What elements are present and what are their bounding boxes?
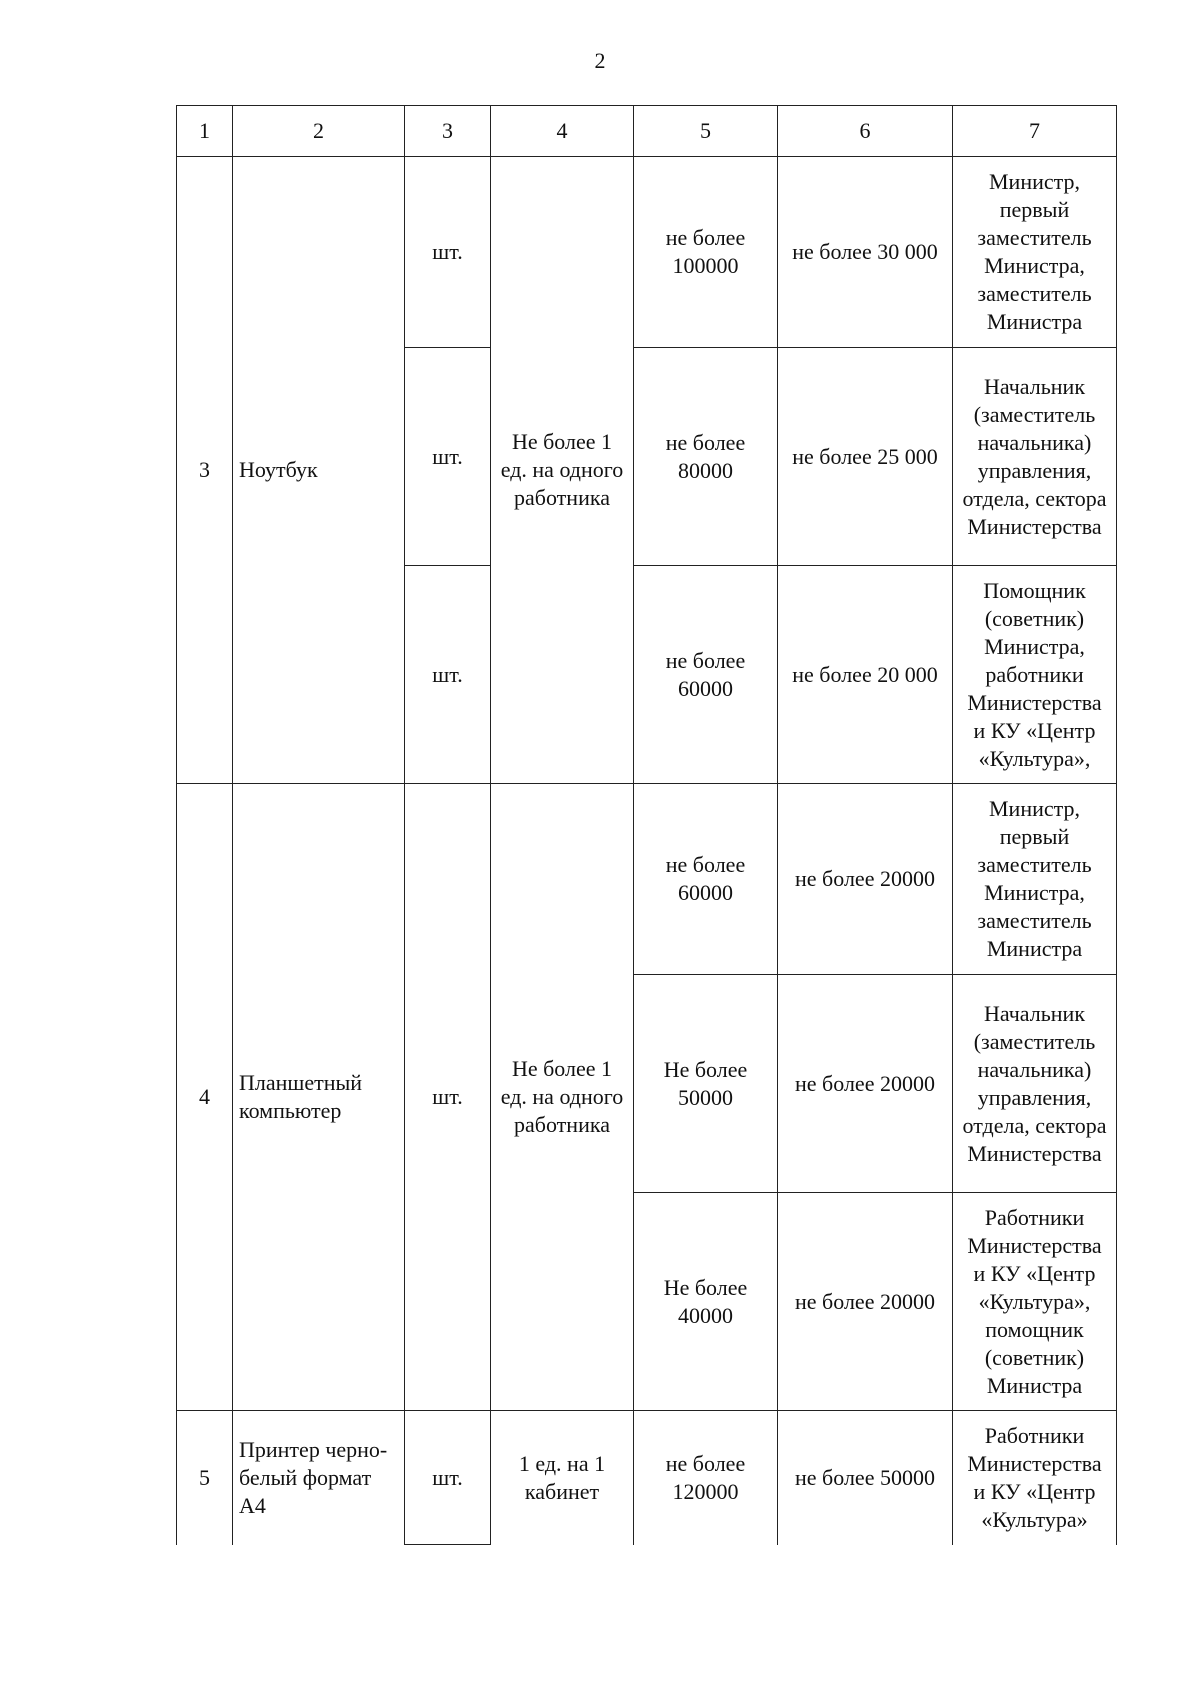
item-name: Ноутбук (233, 157, 405, 784)
item-number: 4 (177, 784, 233, 1411)
page-number: 2 (594, 48, 606, 73)
item-price: не более 120000 (634, 1411, 778, 1545)
item-price: Не более 50000 (634, 975, 778, 1193)
item-unit: шт. (405, 348, 491, 566)
item-quantity: Не более 1 ед. на одного работника (491, 784, 634, 1411)
item-service: не более 25 000 (778, 348, 953, 566)
item-price: не более 80000 (634, 348, 778, 566)
table-row (177, 157, 1117, 348)
item-position: Работники Министерства и КУ «Центр «Культура» (953, 1411, 1117, 1545)
column-header-7: 7 (953, 106, 1117, 157)
item-service: не более 50000 (778, 1411, 953, 1545)
item-position: Работники Министерства и КУ «Центр «Культура», помощник (советник) Министра (953, 1193, 1117, 1411)
item-name: Принтер черно-белый формат А4 (233, 1411, 405, 1545)
item-number: 5 (177, 1411, 233, 1545)
column-header-4: 4 (491, 106, 634, 157)
norms-table (176, 105, 1117, 1545)
item-price: не более 60000 (634, 784, 778, 975)
table-row (177, 784, 1117, 975)
column-header-5: 5 (634, 106, 778, 157)
column-header-3: 3 (405, 106, 491, 157)
item-quantity: 1 ед. на 1 кабинет (491, 1411, 634, 1545)
item-number: 3 (177, 157, 233, 784)
item-service: не более 30 000 (778, 157, 953, 348)
item-name: Планшетный компьютер (233, 784, 405, 1411)
table-row (177, 1411, 1117, 1545)
item-unit: шт. (405, 784, 491, 1411)
column-header-2: 2 (233, 106, 405, 157)
item-position: Министр, первый заместитель Министра, заместитель Министра (953, 157, 1117, 348)
column-header-1: 1 (177, 106, 233, 157)
item-service: не более 20000 (778, 1193, 953, 1411)
column-header-6: 6 (778, 106, 953, 157)
item-unit: шт. (405, 157, 491, 348)
item-position: Помощник (советник) Министра, работники Министерства и КУ «Центр «Культура», (953, 566, 1117, 784)
item-position: Начальник (заместитель начальника) управления, отдела, сектора Министерства (953, 975, 1117, 1193)
item-price: не более 100000 (634, 157, 778, 348)
item-price: не более 60000 (634, 566, 778, 784)
item-unit: шт. (405, 1411, 491, 1545)
item-position: Начальник (заместитель начальника) управления, отдела, сектора Министерства (953, 348, 1117, 566)
item-position: Министр, первый заместитель Министра, заместитель Министра (953, 784, 1117, 975)
item-unit: шт. (405, 566, 491, 784)
item-service: не более 20000 (778, 975, 953, 1193)
table-header-row (177, 106, 1117, 157)
item-service: не более 20 000 (778, 566, 953, 784)
item-quantity: Не более 1 ед. на одного работника (491, 157, 634, 784)
item-service: не более 20000 (778, 784, 953, 975)
item-price: Не более 40000 (634, 1193, 778, 1411)
